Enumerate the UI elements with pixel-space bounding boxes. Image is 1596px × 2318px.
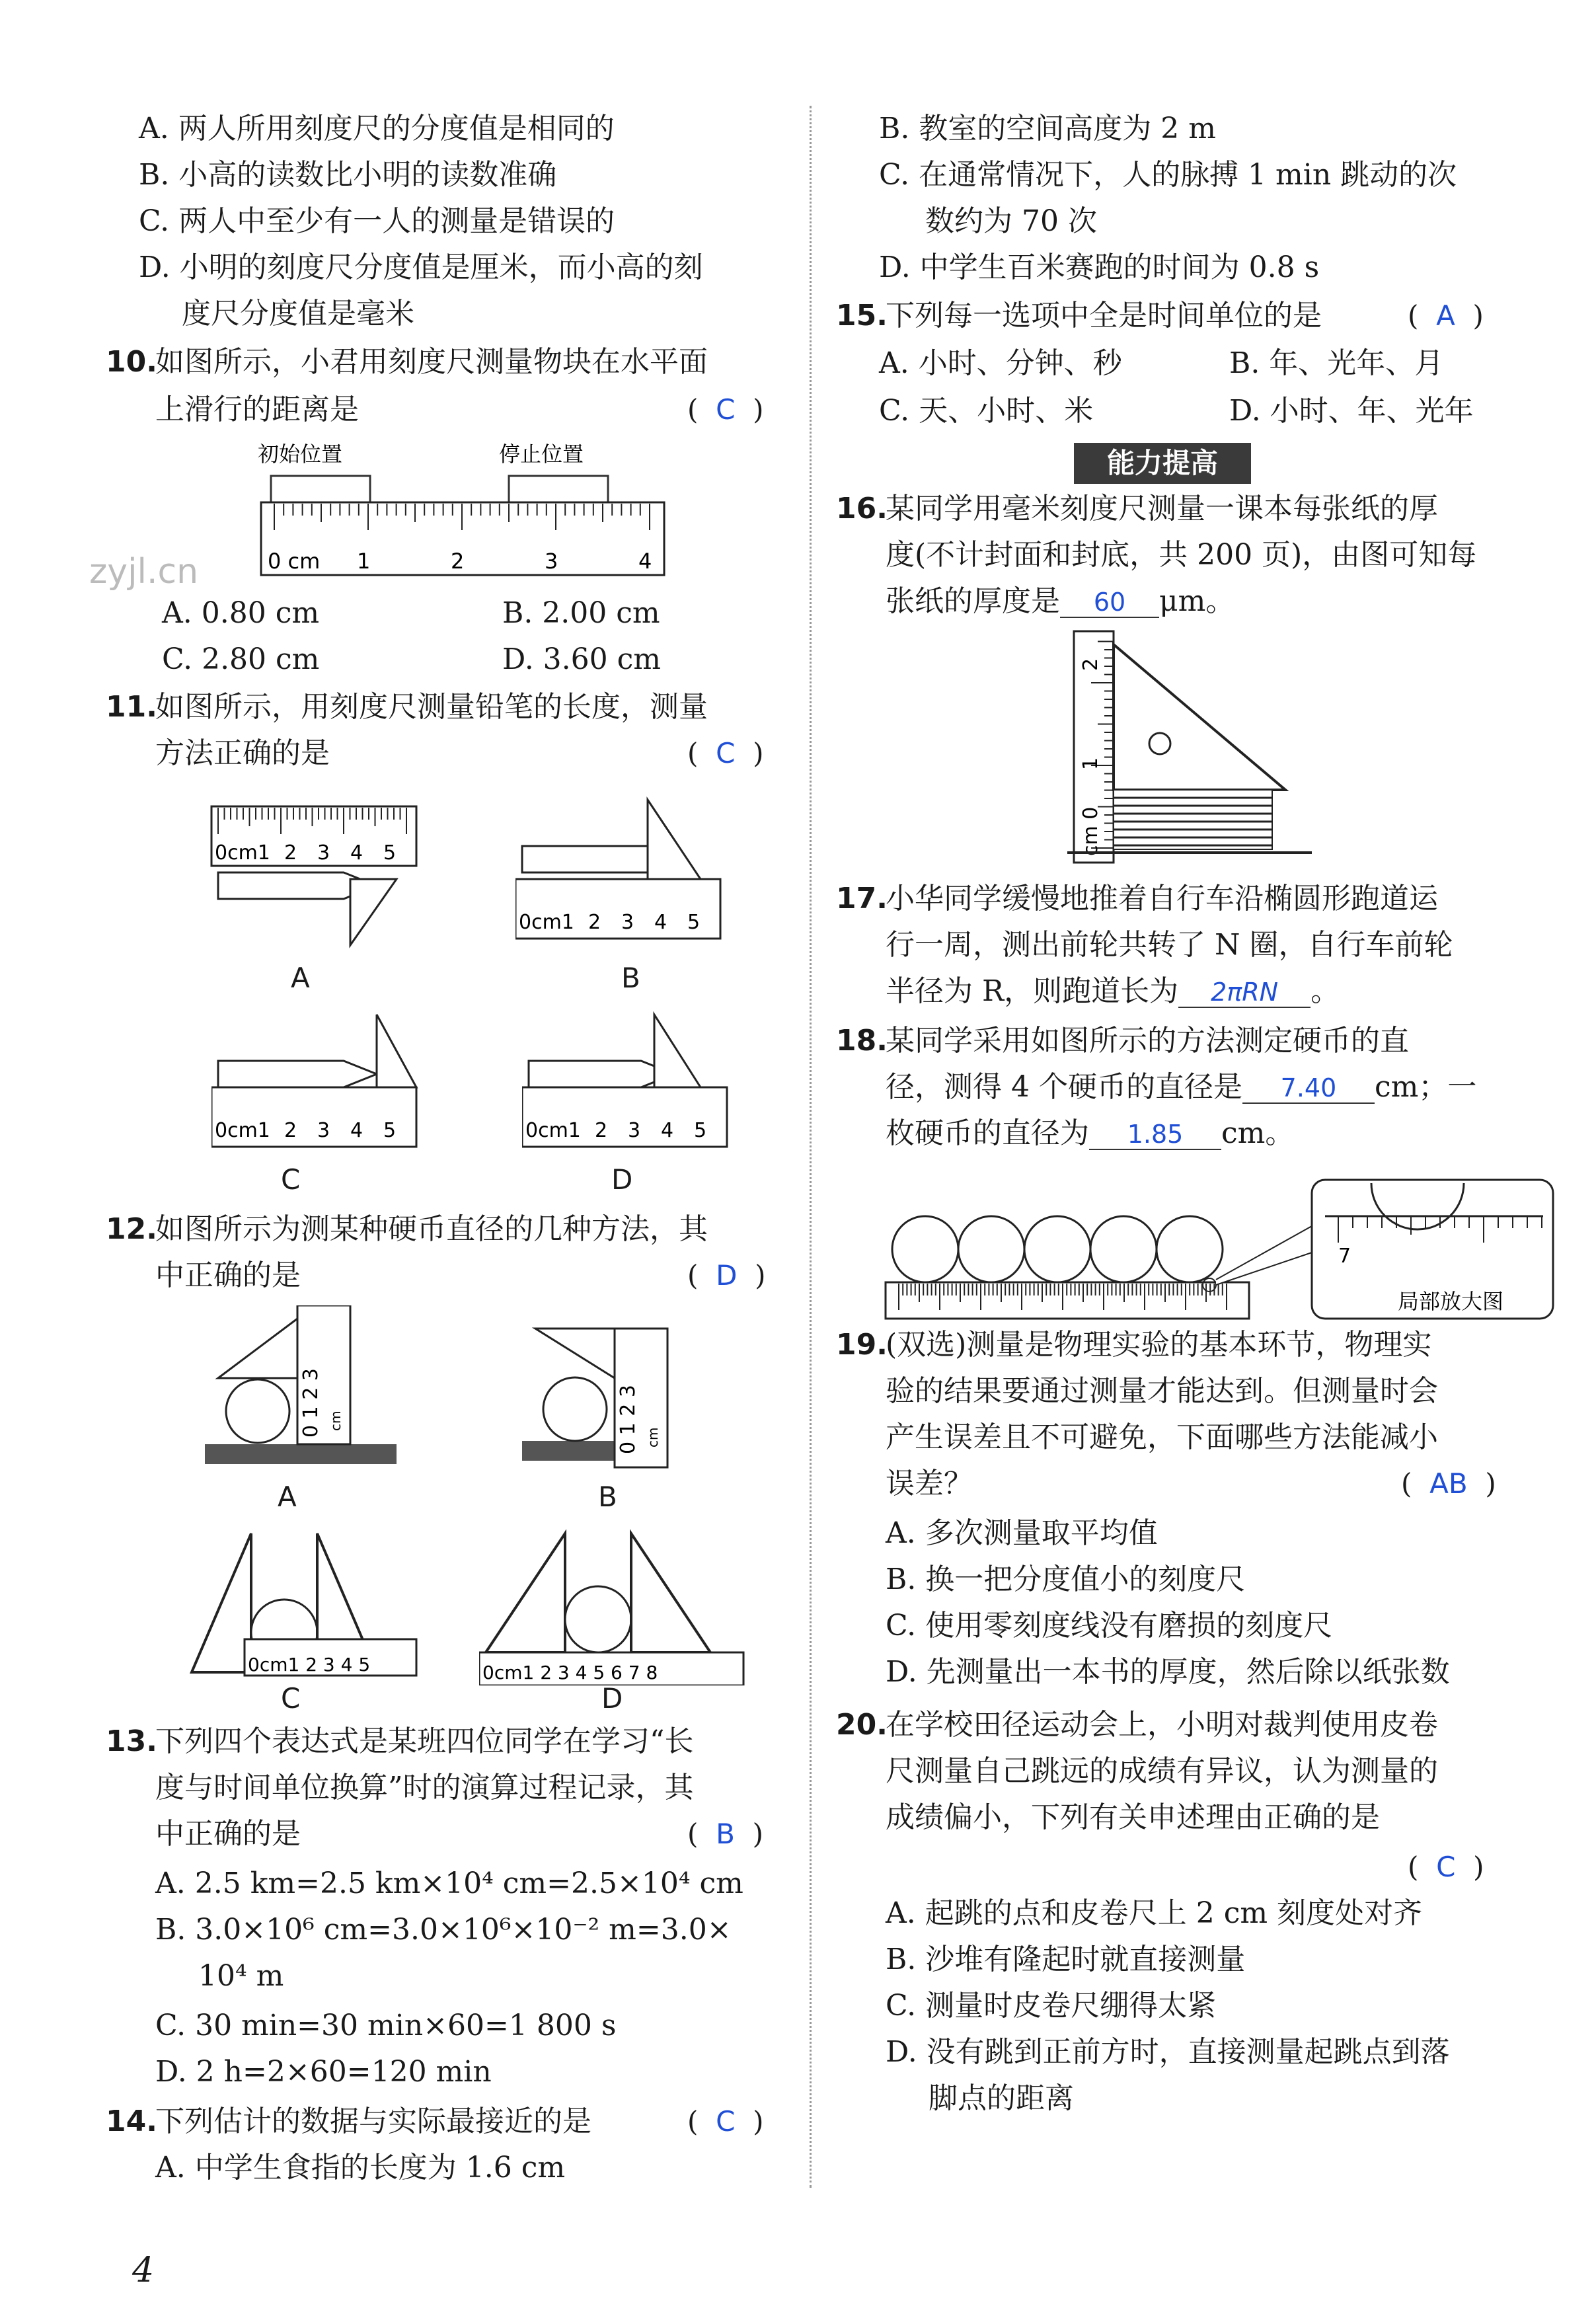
q17-stem-line2: 行一周，测出前轮共转了 N 圈，自行车前轮 xyxy=(886,928,1453,962)
q14-option-c-cont: 数约为 70 次 xyxy=(925,204,1097,238)
q11d-triangle xyxy=(654,1015,701,1087)
q11c-tick-2: 2 xyxy=(284,1119,297,1142)
q12d-left-triangle xyxy=(486,1533,565,1652)
q10-answer-value: C xyxy=(716,393,736,426)
q10-ruler-figure xyxy=(258,436,786,588)
q12-caption-b: B xyxy=(598,1481,617,1513)
q11d-pencil xyxy=(529,1061,674,1087)
q10-option-b: B. 2.00 cm xyxy=(502,596,660,630)
q16-blank: 60 xyxy=(1060,588,1159,618)
q18-fill-line2 xyxy=(886,1114,1294,1153)
q11-stem-line1: 如图所示，用刻度尺测量铅笔的长度，测量 xyxy=(155,690,708,724)
q12b-cm: cm xyxy=(645,1427,661,1448)
q11a-tick-5: 5 xyxy=(383,841,397,865)
q11d-tick-4: 4 xyxy=(661,1119,674,1142)
q20-option-b: B. 沙堆有隆起时就直接测量 xyxy=(886,1943,1246,1976)
q18-zoom-caption: 局部放大图 xyxy=(1398,1289,1504,1314)
q12d-coin xyxy=(565,1586,631,1652)
q13-option-d: D. 2 h=2×60=120 min xyxy=(155,2055,492,2089)
q18-post1: cm；一 xyxy=(1374,1070,1477,1104)
q17-number: 17. xyxy=(836,882,888,915)
q18-stem-line1: 某同学采用如图所示的方法测定硬币的直 xyxy=(886,1024,1409,1058)
q15-option-d: D. 小时、年、光年 xyxy=(1229,394,1474,428)
q14-answer: ( C ) xyxy=(687,2105,764,2138)
q10-option-c: C. 2.80 cm xyxy=(162,642,320,676)
q10-stem-line2: 上滑行的距离是 xyxy=(155,393,359,426)
q19-option-d: D. 先测量出一本书的厚度，然后除以纸张数 xyxy=(886,1655,1450,1689)
q11c-tick-5: 5 xyxy=(383,1119,397,1142)
q18-number: 18. xyxy=(836,1024,888,1058)
q12c-left-triangle xyxy=(192,1533,251,1672)
q12-number: 12. xyxy=(106,1212,157,1246)
q18-coin-4 xyxy=(1090,1216,1157,1282)
q18-blank1: 7.40 xyxy=(1242,1073,1375,1104)
q20-stem-line2: 尺测量自己跳远的成绩有异议，认为测量的 xyxy=(886,1754,1438,1788)
q10-start-label: 初始位置 xyxy=(258,442,343,467)
q16-triangle xyxy=(1114,644,1285,790)
q12b-coin xyxy=(543,1377,607,1441)
q12-answer: ( D ) xyxy=(687,1259,766,1292)
q10-tick-1: 1 xyxy=(357,549,371,574)
q16-fill-line xyxy=(886,582,1235,621)
q19-stem-line4: 误差？ xyxy=(886,1467,973,1500)
q14-option-a: A. 中学生食指的长度为 1.6 cm xyxy=(155,2151,566,2184)
q20-answer: ( C ) xyxy=(1408,1851,1484,1883)
q19-stem-line3: 产生误差且不可避免，下面哪些方法能减小 xyxy=(886,1420,1438,1454)
q12-caption-a: A xyxy=(278,1481,297,1513)
q18-figure xyxy=(882,1163,1563,1322)
watermark: zyjl.cn xyxy=(89,552,199,592)
q11-answer-value: C xyxy=(716,737,736,769)
page-number: 4 xyxy=(132,2251,155,2290)
q12-figure-a xyxy=(205,1305,403,1471)
q18-coin-5 xyxy=(1157,1216,1223,1282)
q16-number: 16. xyxy=(836,492,888,525)
q9-option-d-cont: 度尺分度值是毫米 xyxy=(182,297,414,330)
q16-figure xyxy=(1061,625,1325,869)
q11d-tick-2: 2 xyxy=(595,1119,608,1142)
q14-option-b: B. 教室的空间高度为 2 m xyxy=(879,112,1216,145)
q12-stem-line2: 中正确的是 xyxy=(155,1258,301,1292)
q12b-triangle xyxy=(535,1329,615,1378)
q12-stem-line1: 如图所示为测某种硬币直径的几种方法，其 xyxy=(155,1212,708,1246)
q12b-ticks: 0 1 2 3 xyxy=(617,1385,640,1454)
q14-stem-line1: 下列估计的数据与实际最接近的是 xyxy=(155,2105,591,2138)
q12-figure-c xyxy=(185,1520,436,1685)
q13-option-a: A. 2.5 km=2.5 km×10⁴ cm=2.5×10⁴ cm xyxy=(155,1867,743,1900)
q13-stem-line2: 度与时间单位换算”时的演算过程记录，其 xyxy=(155,1771,694,1804)
q12a-ticks: 0 1 2 3 xyxy=(299,1368,323,1438)
q11b-tick-0: 0cm1 xyxy=(519,911,574,934)
q17-stem-line1: 小华同学缓慢地推着自行车沿椭圆形跑道运 xyxy=(886,882,1438,915)
q18-coin-1 xyxy=(892,1216,958,1282)
q18-pre2: 枚硬币的直径为 xyxy=(886,1116,1089,1150)
section-banner: 能力提高 xyxy=(1074,443,1251,484)
q19-stem-line2: 验的结果要通过测量才能达到。但测量时会 xyxy=(886,1374,1438,1408)
q18-blank2: 1.85 xyxy=(1089,1120,1221,1150)
q13-answer-value: B xyxy=(716,1818,735,1850)
q16-tick-1: 1 xyxy=(1079,757,1102,770)
q11c-pencil xyxy=(218,1061,377,1087)
q9-option-d: D. 小明的刻度尺分度值是厘米，而小高的刻 xyxy=(139,251,703,284)
q13-option-b-cont: 10⁴ m xyxy=(198,1959,284,1993)
q11-caption-a: A xyxy=(291,962,310,994)
q16-tick-2: 2 xyxy=(1079,658,1102,671)
q11a-tick-3: 3 xyxy=(317,841,330,865)
q20-number: 20. xyxy=(836,1708,888,1742)
q13-number: 13. xyxy=(106,1724,157,1758)
q17-fill-line xyxy=(886,972,1340,1011)
q11-figure-d xyxy=(522,1008,747,1153)
q11a-tick-2: 2 xyxy=(284,841,297,865)
q12a-coin xyxy=(226,1379,289,1443)
q15-answer: ( A ) xyxy=(1408,299,1484,332)
q20-stem-line1: 在学校田径运动会上，小明对裁判使用皮卷 xyxy=(886,1708,1438,1742)
q11a-tick-0: 0cm1 xyxy=(215,841,270,865)
q15-option-c: C. 天、小时、米 xyxy=(879,394,1094,428)
q11d-tick-0: 0cm1 xyxy=(525,1119,581,1142)
q16-post: μm。 xyxy=(1159,584,1235,618)
q10-tick-3: 3 xyxy=(545,549,558,574)
q10-stem-line1: 如图所示，小君用刻度尺测量物块在水平面 xyxy=(155,345,708,379)
q13-stem-line3: 中正确的是 xyxy=(155,1817,301,1851)
q17-pre: 半径为 R，则跑道长为 xyxy=(886,974,1179,1008)
q16-tick-0: cm 0 xyxy=(1079,806,1102,856)
q12d-right-triangle xyxy=(631,1533,710,1652)
q11c-tick-0: 0cm1 xyxy=(215,1119,270,1142)
q16-triangle-hole xyxy=(1149,733,1170,754)
q18-zoom-tick-label: 7 xyxy=(1338,1245,1351,1268)
q19-number: 19. xyxy=(836,1328,888,1362)
q9-option-a: A. 两人所用刻度尺的分度值是相同的 xyxy=(139,112,615,145)
q18-post2: cm。 xyxy=(1221,1116,1295,1150)
q15-number: 15. xyxy=(836,299,888,332)
q11-caption-b: B xyxy=(621,962,640,994)
q19-answer-value: AB xyxy=(1429,1467,1468,1500)
q20-answer-value: C xyxy=(1436,1851,1456,1883)
q15-answer-value: A xyxy=(1436,299,1455,332)
q10-stop-label: 停止位置 xyxy=(499,442,584,467)
q19-option-c: C. 使用零刻度线没有磨损的刻度尺 xyxy=(886,1609,1333,1642)
q13-option-c: C. 30 min=30 min×60=1 800 s xyxy=(155,2009,617,2042)
q19-option-b: B. 换一把分度值小的刻度尺 xyxy=(886,1563,1246,1596)
q11a-triangle xyxy=(350,879,397,945)
q10-answer: ( C ) xyxy=(687,393,764,426)
q12-caption-d: D xyxy=(601,1682,623,1715)
q15-option-b: B. 年、光年、月 xyxy=(1229,346,1444,380)
q11-figure-b xyxy=(515,787,740,945)
q19-answer: ( AB ) xyxy=(1401,1467,1496,1500)
q17-blank: 2πRN xyxy=(1178,978,1311,1008)
q11b-tick-5: 5 xyxy=(687,911,701,934)
q10-block-start xyxy=(271,476,370,502)
q17-post: 。 xyxy=(1311,974,1340,1008)
q20-option-c: C. 测量时皮卷尺绷得太紧 xyxy=(886,1989,1217,2023)
q10-tick-2: 2 xyxy=(451,549,465,574)
q11d-tick-3: 3 xyxy=(628,1119,641,1142)
q18-coin-2 xyxy=(958,1216,1024,1282)
q14-number: 14. xyxy=(106,2105,157,2138)
q11b-tick-3: 3 xyxy=(621,911,634,934)
q16-paper-stack xyxy=(1114,790,1272,849)
q11b-tick-2: 2 xyxy=(588,911,601,934)
q12d-ticks: 0cm1 2 3 4 5 6 7 8 xyxy=(482,1662,658,1683)
q10-block-stop xyxy=(509,476,608,502)
q20-option-a: A. 起跳的点和皮卷尺上 2 cm 刻度处对齐 xyxy=(886,1896,1423,1930)
q10-option-d: D. 3.60 cm xyxy=(502,642,662,676)
q13-answer: ( B ) xyxy=(687,1818,764,1850)
q12a-table xyxy=(205,1444,397,1464)
q20-option-d: D. 没有跳到正前方时，直接测量起跳点到落 xyxy=(886,2035,1450,2069)
q11-figure-c xyxy=(211,1008,436,1153)
q14-option-d: D. 中学生百米赛跑的时间为 0.8 s xyxy=(879,251,1320,284)
q11-number: 11. xyxy=(106,690,157,724)
q11c-triangle xyxy=(377,1015,416,1087)
q12-answer-value: D xyxy=(716,1259,738,1292)
q9-option-b: B. 小高的读数比小明的读数准确 xyxy=(139,158,557,192)
q18-pre1: 径，测得 4 个硬币的直径是 xyxy=(886,1070,1242,1104)
q11-stem-line2: 方法正确的是 xyxy=(155,736,330,770)
q10-tick-4: 4 xyxy=(638,549,652,574)
q12c-ticks: 0cm1 2 3 4 5 xyxy=(248,1654,371,1676)
q11-caption-c: C xyxy=(281,1163,301,1196)
q9-option-c: C. 两人中至少有一人的测量是错误的 xyxy=(139,204,615,238)
q15-option-a: A. 小时、分钟、秒 xyxy=(879,346,1122,380)
q12a-triangle xyxy=(218,1319,297,1378)
q11b-triangle xyxy=(648,800,701,879)
q11d-tick-5: 5 xyxy=(694,1119,707,1142)
q13-stem-line1: 下列四个表达式是某班四位同学在学习“长 xyxy=(155,1724,694,1758)
q11-caption-d: D xyxy=(611,1163,633,1196)
q16-pre: 张纸的厚度是 xyxy=(886,584,1060,618)
q10-tick-0: 0 cm xyxy=(268,549,321,574)
q18-coin-3 xyxy=(1024,1216,1090,1282)
q19-option-a: A. 多次测量取平均值 xyxy=(886,1516,1158,1550)
q15-stem-line1: 下列每一选项中全是时间单位的是 xyxy=(886,299,1322,332)
q13-option-b: B. 3.0×10⁶ cm=3.0×10⁶×10⁻² m=3.0× xyxy=(155,1913,732,1947)
q11-answer: ( C ) xyxy=(687,737,764,769)
q20-stem-line3: 成绩偏小，下列有关申述理由正确的是 xyxy=(886,1800,1380,1834)
q20-option-d-cont: 脚点的距离 xyxy=(929,2081,1074,2115)
q18-fill-line1 xyxy=(886,1067,1476,1107)
q16-stem-line1: 某同学用毫米刻度尺测量一课本每张纸的厚 xyxy=(886,492,1438,525)
q11-figure-a xyxy=(198,800,423,952)
q19-stem-line1: (双选)测量是物理实验的基本环节，物理实 xyxy=(886,1328,1432,1362)
q14-option-c: C. 在通常情况下，人的脉搏 1 min 跳动的次 xyxy=(879,158,1457,192)
column-divider xyxy=(810,106,812,2188)
q11c-tick-4: 4 xyxy=(350,1119,363,1142)
q10-option-a: A. 0.80 cm xyxy=(162,596,320,630)
q11c-tick-3: 3 xyxy=(317,1119,330,1142)
q12-figure-b xyxy=(522,1315,720,1474)
q12a-cm: cm xyxy=(328,1410,344,1431)
q16-stem-line2: 度(不计封面和封底，共 200 页)，由图可知每 xyxy=(886,538,1477,572)
q12-caption-c: C xyxy=(281,1682,301,1715)
q11b-tick-4: 4 xyxy=(654,911,667,934)
q11a-tick-4: 4 xyxy=(350,841,363,865)
q12-figure-d xyxy=(479,1520,757,1685)
q10-number: 10. xyxy=(106,345,157,379)
q14-answer-value: C xyxy=(716,2105,736,2138)
q18-callout-pointer xyxy=(1216,1226,1312,1285)
